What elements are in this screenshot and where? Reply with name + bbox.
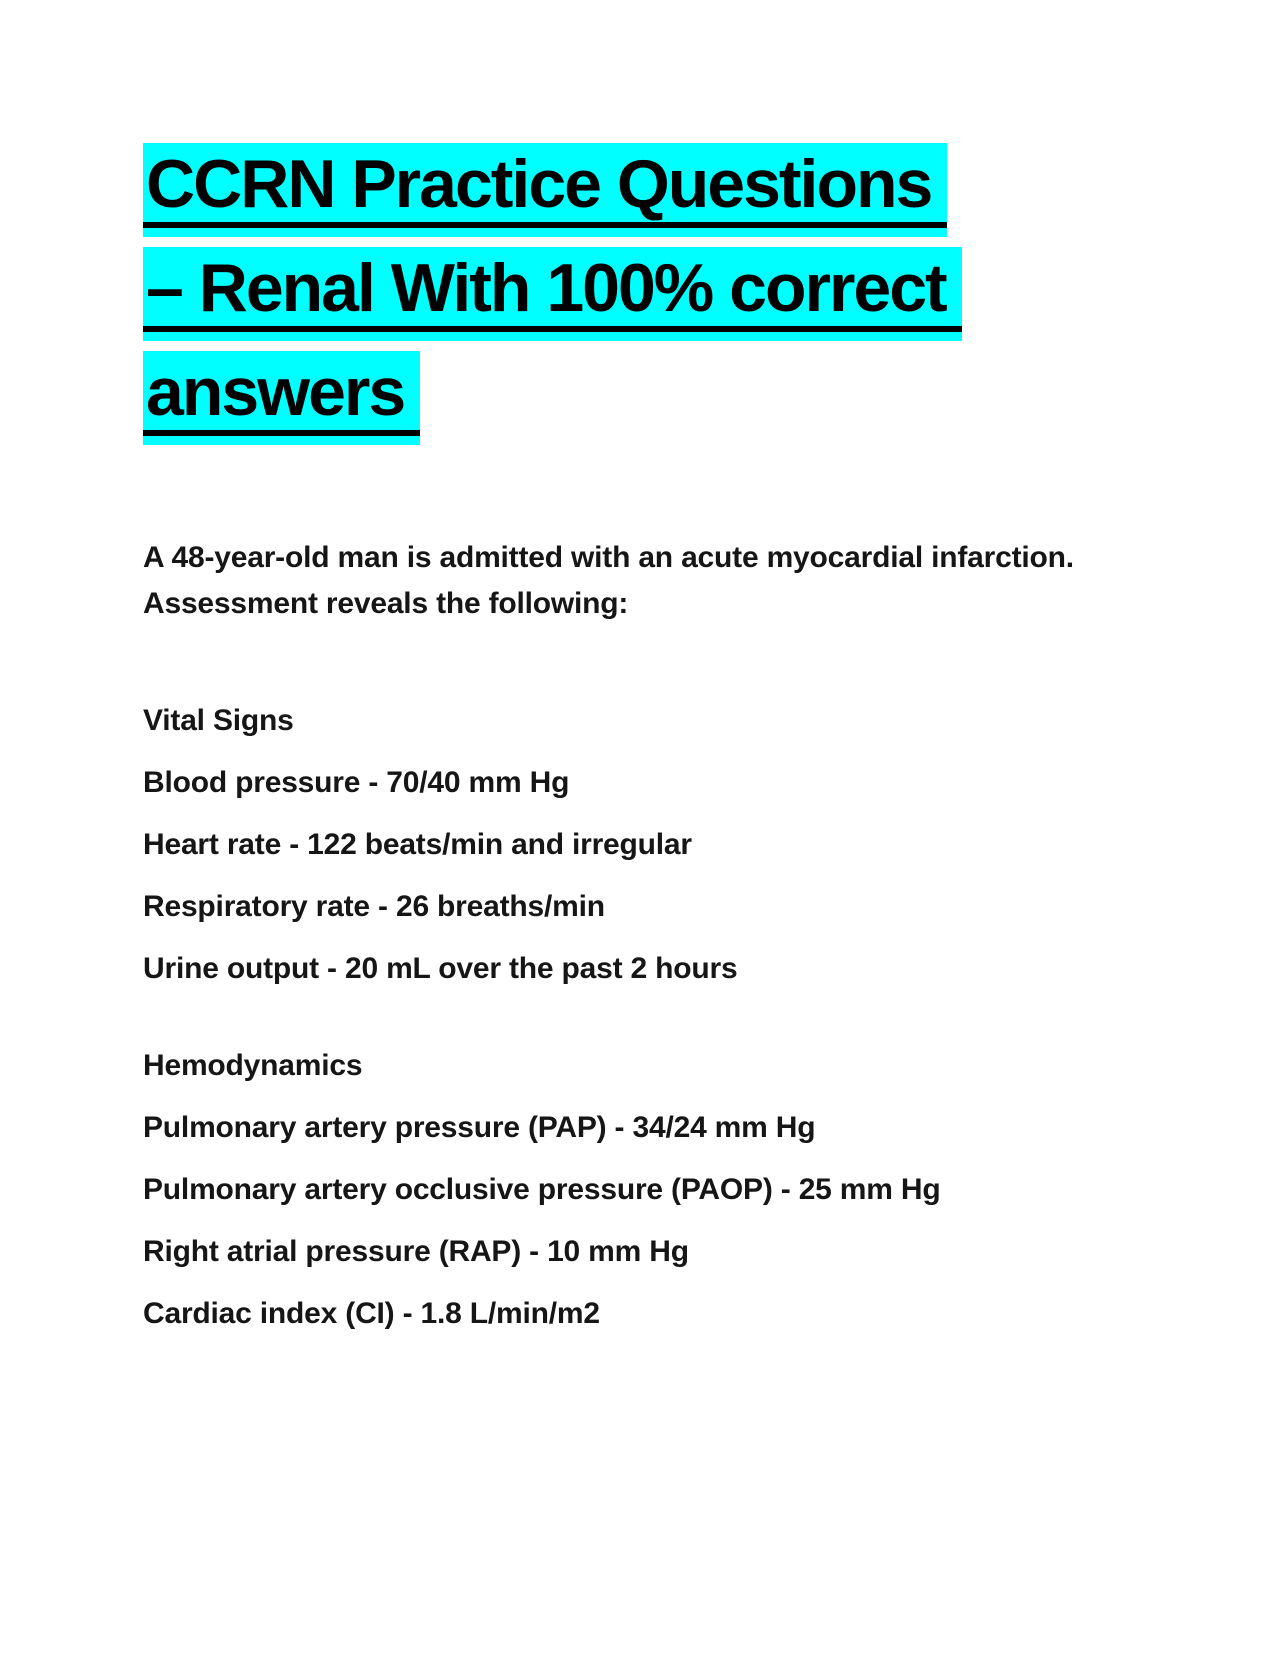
case-intro-paragraph: A 48-year-old man is admitted with an acute myocardial infarction. Assessment reveals the following: <box>143 541 1074 620</box>
hemodynamic-pap: Pulmonary artery pressure (PAP) - 34/24 mm Hg <box>143 1111 816 1144</box>
vital-sign-urine-output: Urine output - 20 mL over the past 2 hours <box>143 952 738 985</box>
document-page <box>143 143 1078 1360</box>
vital-signs-heading: Vital Signs <box>143 704 294 737</box>
title-line-2: – Renal With 100% correct <box>143 247 962 341</box>
title-line-1: CCRN Practice Questions <box>143 143 947 237</box>
title-row-3 <box>143 351 1078 445</box>
hemodynamics-heading: Hemodynamics <box>143 1049 363 1082</box>
hemodynamic-cardiac-index: Cardiac index (CI) - 1.8 L/min/m2 <box>143 1297 600 1330</box>
document-title <box>143 143 1078 445</box>
hemodynamic-rap: Right atrial pressure (RAP) - 10 mm Hg <box>143 1235 689 1268</box>
title-row-1 <box>143 143 1078 237</box>
title-row-2 <box>143 247 1078 341</box>
title-line-3: answers <box>143 351 420 445</box>
vital-sign-heart-rate: Heart rate - 122 beats/min and irregular <box>143 828 692 861</box>
vital-sign-respiratory-rate: Respiratory rate - 26 breaths/min <box>143 890 605 923</box>
vital-sign-blood-pressure: Blood pressure - 70/40 mm Hg <box>143 766 570 799</box>
hemodynamic-paop: Pulmonary artery occlusive pressure (PAOP) - 25 mm Hg <box>143 1173 941 1206</box>
